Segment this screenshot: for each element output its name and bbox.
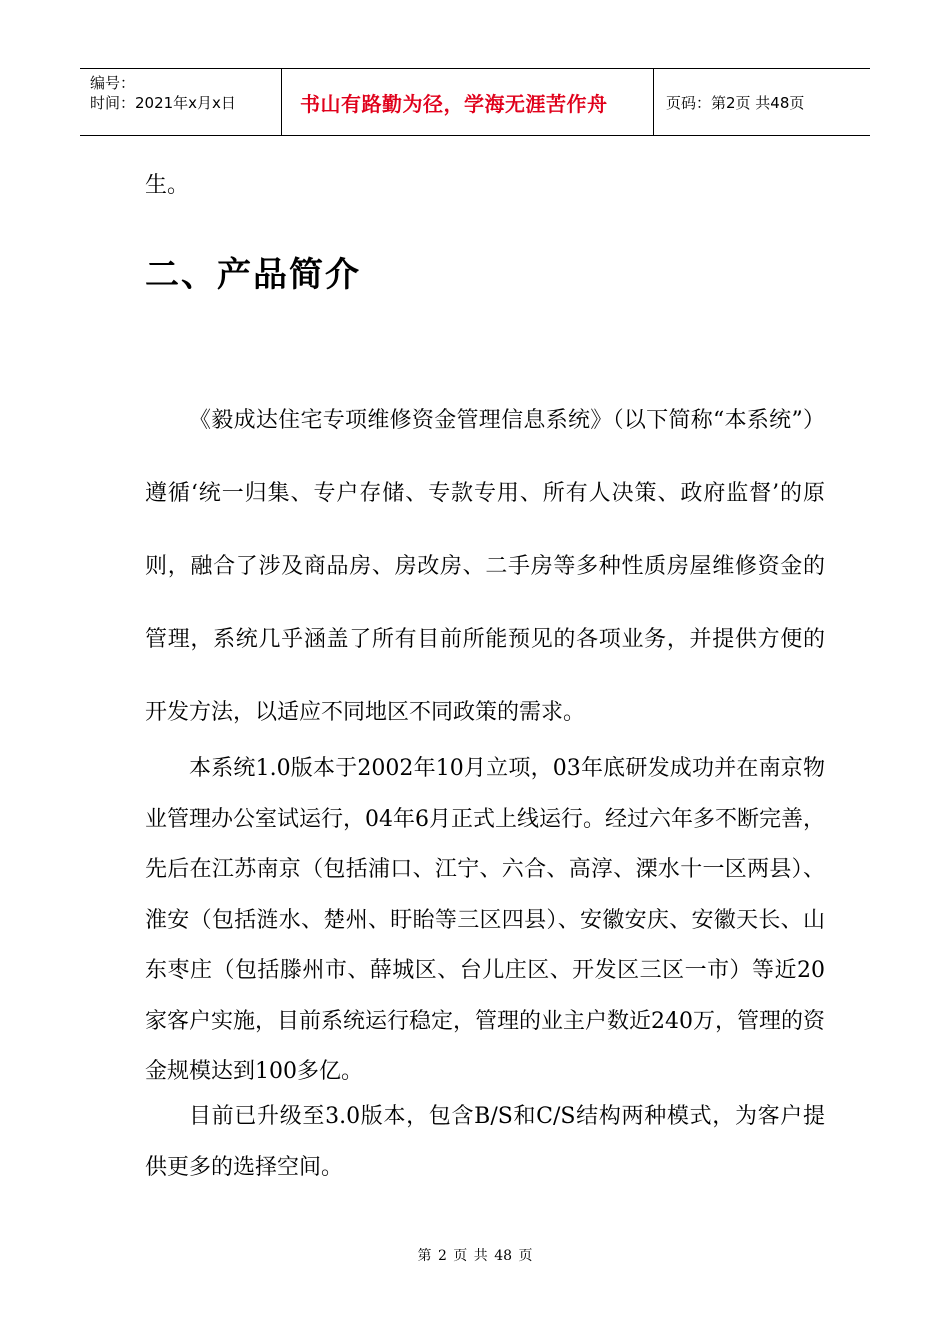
paragraph-system-overview: 《毅成达住宅专项维修资金管理信息系统》（以下简称“本系统”）遵循‘统一归集、专户存储、专款专用、所有人决策、政府监督’的原则，融合了涉及商品房、房改房、二手房等多种性质房屋维修资金的管理，系统几乎涵盖了所有目前所能预见的各项业务，并提供方便的开发方法，以适应不同地区不同政策的需求。: [145, 408, 825, 725]
paragraph-version-history: 本系统1.0版本于2002年10月立项，03年底研发成功并在南京物业管理办公室试运行，04年6月正式上线运行。经过六年多不断完善，先后在江苏南京（包括浦口、江宁、六合、高淳、溧水十一区两县）、淮安（包括涟水、楚州、盱眙等三区四县）、安徽安庆、安徽天长、山东枣庄（包括滕州市、薛城区、台儿庄区、开发区三区一市）等近20家客户实施，目前系统运行稳定，管理的业主户数近240万，管理的资金规模达到100多亿。: [145, 756, 825, 1084]
page-footer: 第 2 页 共 48 页: [417, 1248, 533, 1264]
page-header: [80, 68, 870, 136]
section-heading: 二、产品简介: [145, 255, 361, 295]
header-motto: 书山有路勤为径，学海无涯苦作舟: [282, 69, 654, 135]
continued-text-fragment: 生。: [145, 173, 190, 198]
header-page-info: 页码：第2页 共48页: [666, 93, 805, 112]
document-number-label: 编号：: [90, 74, 136, 92]
header-meta-cell: [80, 69, 282, 135]
document-date-label: 时间：2021年x月x日: [90, 94, 236, 112]
paragraph-current-version: 目前已升级至3.0版本，包含B/S和C/S结构两种模式，为客户提供更多的选择空间。: [145, 1104, 825, 1180]
